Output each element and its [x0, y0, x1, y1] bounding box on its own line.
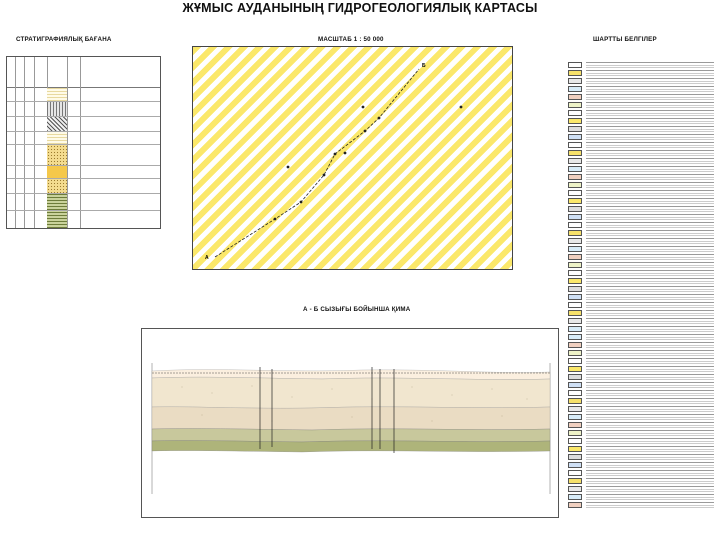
well-point — [344, 152, 347, 155]
legend-text — [586, 190, 714, 196]
legend-symbol — [568, 230, 582, 236]
legend-text — [586, 374, 714, 380]
stratigraphic-column — [6, 56, 161, 229]
section-legend-item — [568, 350, 716, 357]
section-legend-item — [568, 366, 716, 373]
lithology-loam — [47, 117, 67, 131]
strat-column-label: СТРАТИГРАФИЯЛЫҚ БАҒАНА — [16, 36, 112, 43]
well-point — [323, 174, 326, 177]
layer-sand — [152, 377, 550, 408]
legend-text — [586, 302, 714, 308]
legend-text — [586, 470, 714, 476]
legend-text — [586, 366, 714, 372]
legend-text — [586, 270, 714, 276]
legend-text — [586, 478, 714, 484]
legend-symbol — [568, 294, 582, 300]
lithology-gravel — [47, 145, 67, 165]
well-point — [364, 130, 367, 133]
legend-item — [568, 174, 716, 181]
legend-text — [586, 150, 714, 156]
legend-symbol — [568, 310, 582, 316]
section-legend-item — [568, 390, 716, 397]
section-legend-item — [568, 470, 716, 477]
legend-text — [586, 166, 714, 172]
legend-symbol — [568, 134, 582, 140]
legend-symbol — [568, 502, 582, 508]
legend-text — [586, 406, 714, 412]
section-legend-item — [568, 430, 716, 437]
legend-text — [586, 318, 714, 324]
well-point — [274, 218, 277, 221]
legend-symbol — [568, 446, 582, 452]
legend-item — [568, 238, 716, 245]
legend-symbol — [568, 422, 582, 428]
legend-symbol — [568, 166, 582, 172]
legend-text — [586, 94, 714, 100]
legend-text — [586, 326, 714, 332]
section-legend-item — [568, 398, 716, 405]
section-legend-item — [568, 422, 716, 429]
profile-point-b: Б — [422, 63, 426, 69]
legend-text — [586, 102, 714, 108]
legend-text — [586, 438, 714, 444]
legend-text — [586, 262, 714, 268]
lithology-marl — [47, 194, 67, 210]
legend-symbol — [568, 406, 582, 412]
legend-text — [586, 350, 714, 356]
section-legend-item — [568, 414, 716, 421]
legend-item — [568, 78, 716, 85]
legend-symbol — [568, 286, 582, 292]
legend-text — [586, 502, 714, 508]
legend-symbol — [568, 350, 582, 356]
legend-item — [568, 62, 716, 69]
legend-text — [586, 390, 714, 396]
legend-item — [568, 222, 716, 229]
legend-item — [568, 246, 716, 253]
legend-symbol — [568, 334, 582, 340]
legend-text — [586, 430, 714, 436]
legend-item — [568, 166, 716, 173]
section-overlay — [142, 329, 560, 519]
legend-symbol — [568, 366, 582, 372]
legend-text — [586, 62, 714, 68]
legend-item — [568, 214, 716, 221]
page-title: ЖҰМЫС АУДАНЫНЫҢ ГИДРОГЕОЛОГИЯЛЫҚ КАРТАСЫ — [182, 1, 538, 15]
section-legend-item — [568, 446, 716, 453]
legend-symbol — [568, 110, 582, 116]
legend-item — [568, 254, 716, 261]
lithology-silt — [47, 132, 67, 144]
legend-text — [586, 334, 714, 340]
legend-symbol — [568, 318, 582, 324]
legend-text — [586, 230, 714, 236]
legend-text — [586, 118, 714, 124]
legend-text — [586, 254, 714, 260]
legend-text — [586, 78, 714, 84]
legend-symbol — [568, 246, 582, 252]
legend-symbol — [568, 118, 582, 124]
legend-text — [586, 382, 714, 388]
legend-item — [568, 150, 716, 157]
legend-symbol — [568, 238, 582, 244]
legend-symbol — [568, 86, 582, 92]
legend-symbol — [568, 94, 582, 100]
legend-text — [586, 174, 714, 180]
legend-item — [568, 134, 716, 141]
legend-item — [568, 270, 716, 277]
legend-symbol — [568, 382, 582, 388]
legend-item — [568, 230, 716, 237]
well-point — [460, 106, 463, 109]
lithology-limestone — [47, 211, 67, 228]
section-legend-item — [568, 478, 716, 485]
section-legend-item — [568, 494, 716, 501]
legend-symbol — [568, 454, 582, 460]
lithology-sand — [47, 88, 67, 101]
hydrogeological-section — [141, 328, 559, 518]
well-point — [300, 201, 303, 204]
legend-symbol — [568, 158, 582, 164]
section-legend-item — [568, 382, 716, 389]
section-legend-item — [568, 502, 716, 509]
legend-symbol — [568, 430, 582, 436]
well-point — [362, 106, 365, 109]
legend-text — [586, 182, 714, 188]
legend-symbol — [568, 182, 582, 188]
legend-symbol — [568, 414, 582, 420]
strat-header — [7, 57, 160, 88]
legend-symbol — [568, 486, 582, 492]
section-legend-item — [568, 342, 716, 349]
legend-symbol — [568, 374, 582, 380]
legend-symbol — [568, 222, 582, 228]
legend-text — [586, 206, 714, 212]
legend-item — [568, 94, 716, 101]
legend-symbol — [568, 278, 582, 284]
legend-item — [568, 182, 716, 189]
legend-item — [568, 142, 716, 149]
legend-text — [586, 126, 714, 132]
layer-clay — [152, 429, 550, 442]
legend-symbol — [568, 302, 582, 308]
legend-text — [586, 454, 714, 460]
legend-text — [586, 214, 714, 220]
legend-item — [568, 198, 716, 205]
legend-symbol — [568, 326, 582, 332]
legend-symbol — [568, 342, 582, 348]
legend-text — [586, 446, 714, 452]
legend-item — [568, 326, 716, 333]
legend-text — [586, 238, 714, 244]
legend-item — [568, 294, 716, 301]
legend-symbol — [568, 214, 582, 220]
legend-text — [586, 70, 714, 76]
legend-text — [586, 222, 714, 228]
legend-symbol — [568, 70, 582, 76]
legend-symbol — [568, 358, 582, 364]
section-legend-item — [568, 438, 716, 445]
legend-symbol — [568, 126, 582, 132]
legend-symbol — [568, 190, 582, 196]
legend-item — [568, 262, 716, 269]
legend-text — [586, 110, 714, 116]
section-legend-item — [568, 486, 716, 493]
legend-item — [568, 302, 716, 309]
legend-item — [568, 318, 716, 325]
legend-symbol — [568, 174, 582, 180]
legend-text — [586, 198, 714, 204]
legend-item — [568, 278, 716, 285]
legend-text — [586, 246, 714, 252]
legend-text — [586, 486, 714, 492]
legend-item — [568, 118, 716, 125]
legend-symbol — [568, 478, 582, 484]
legend-item — [568, 310, 716, 317]
legend-symbol — [568, 102, 582, 108]
legend-text — [586, 134, 714, 140]
section-label: А - Б СЫЗЫҒЫ БОЙЫНША ҚИМА — [303, 306, 411, 313]
legend-symbol — [568, 150, 582, 156]
well-point — [378, 117, 381, 120]
legend-symbol — [568, 262, 582, 268]
profile-line — [215, 69, 419, 257]
lithology-sandstone — [47, 179, 67, 193]
section-legend-item — [568, 358, 716, 365]
legend-item — [568, 110, 716, 117]
section-legend-item — [568, 406, 716, 413]
legend-text — [586, 398, 714, 404]
section-legend-item — [568, 462, 716, 469]
layer-basement — [152, 441, 550, 452]
section-legend — [568, 334, 716, 534]
legend-item — [568, 190, 716, 197]
legend-symbol — [568, 198, 582, 204]
legend-text — [586, 462, 714, 468]
legend-text — [586, 286, 714, 292]
scale-label: МАСШТАБ 1 : 50 000 — [318, 36, 384, 43]
legend-symbol — [568, 494, 582, 500]
legend-text — [586, 86, 714, 92]
legend-item — [568, 286, 716, 293]
well-point — [287, 166, 290, 169]
legend-text — [586, 158, 714, 164]
legend-text — [586, 294, 714, 300]
legend-text — [586, 310, 714, 316]
well-point — [334, 153, 337, 156]
legend-item — [568, 206, 716, 213]
legend-text — [586, 494, 714, 500]
legend-item — [568, 126, 716, 133]
legend-text — [586, 142, 714, 148]
map-legend — [568, 56, 716, 338]
legend-item — [568, 158, 716, 165]
legend-symbol — [568, 462, 582, 468]
lithology-pebbles — [47, 166, 67, 178]
legend-text — [586, 358, 714, 364]
section-legend-item — [568, 454, 716, 461]
legend-item — [568, 102, 716, 109]
map-overlay — [193, 47, 514, 271]
legend-symbol — [568, 390, 582, 396]
legend-text — [586, 342, 714, 348]
section-legend-item — [568, 334, 716, 341]
legend-label: ШАРТТЫ БЕЛГІЛЕР — [593, 36, 657, 43]
legend-symbol — [568, 470, 582, 476]
legend-item — [568, 86, 716, 93]
lithology-clay — [47, 102, 67, 116]
legend-text — [586, 422, 714, 428]
profile-point-a: А — [205, 255, 209, 261]
legend-symbol — [568, 254, 582, 260]
hydrogeological-map — [192, 46, 513, 270]
legend-symbol — [568, 78, 582, 84]
legend-symbol — [568, 62, 582, 68]
legend-symbol — [568, 206, 582, 212]
legend-item — [568, 70, 716, 77]
legend-symbol — [568, 438, 582, 444]
legend-symbol — [568, 398, 582, 404]
layer-loam — [152, 407, 550, 430]
legend-symbol — [568, 142, 582, 148]
legend-text — [586, 414, 714, 420]
legend-symbol — [568, 270, 582, 276]
legend-text — [586, 278, 714, 284]
section-legend-item — [568, 374, 716, 381]
